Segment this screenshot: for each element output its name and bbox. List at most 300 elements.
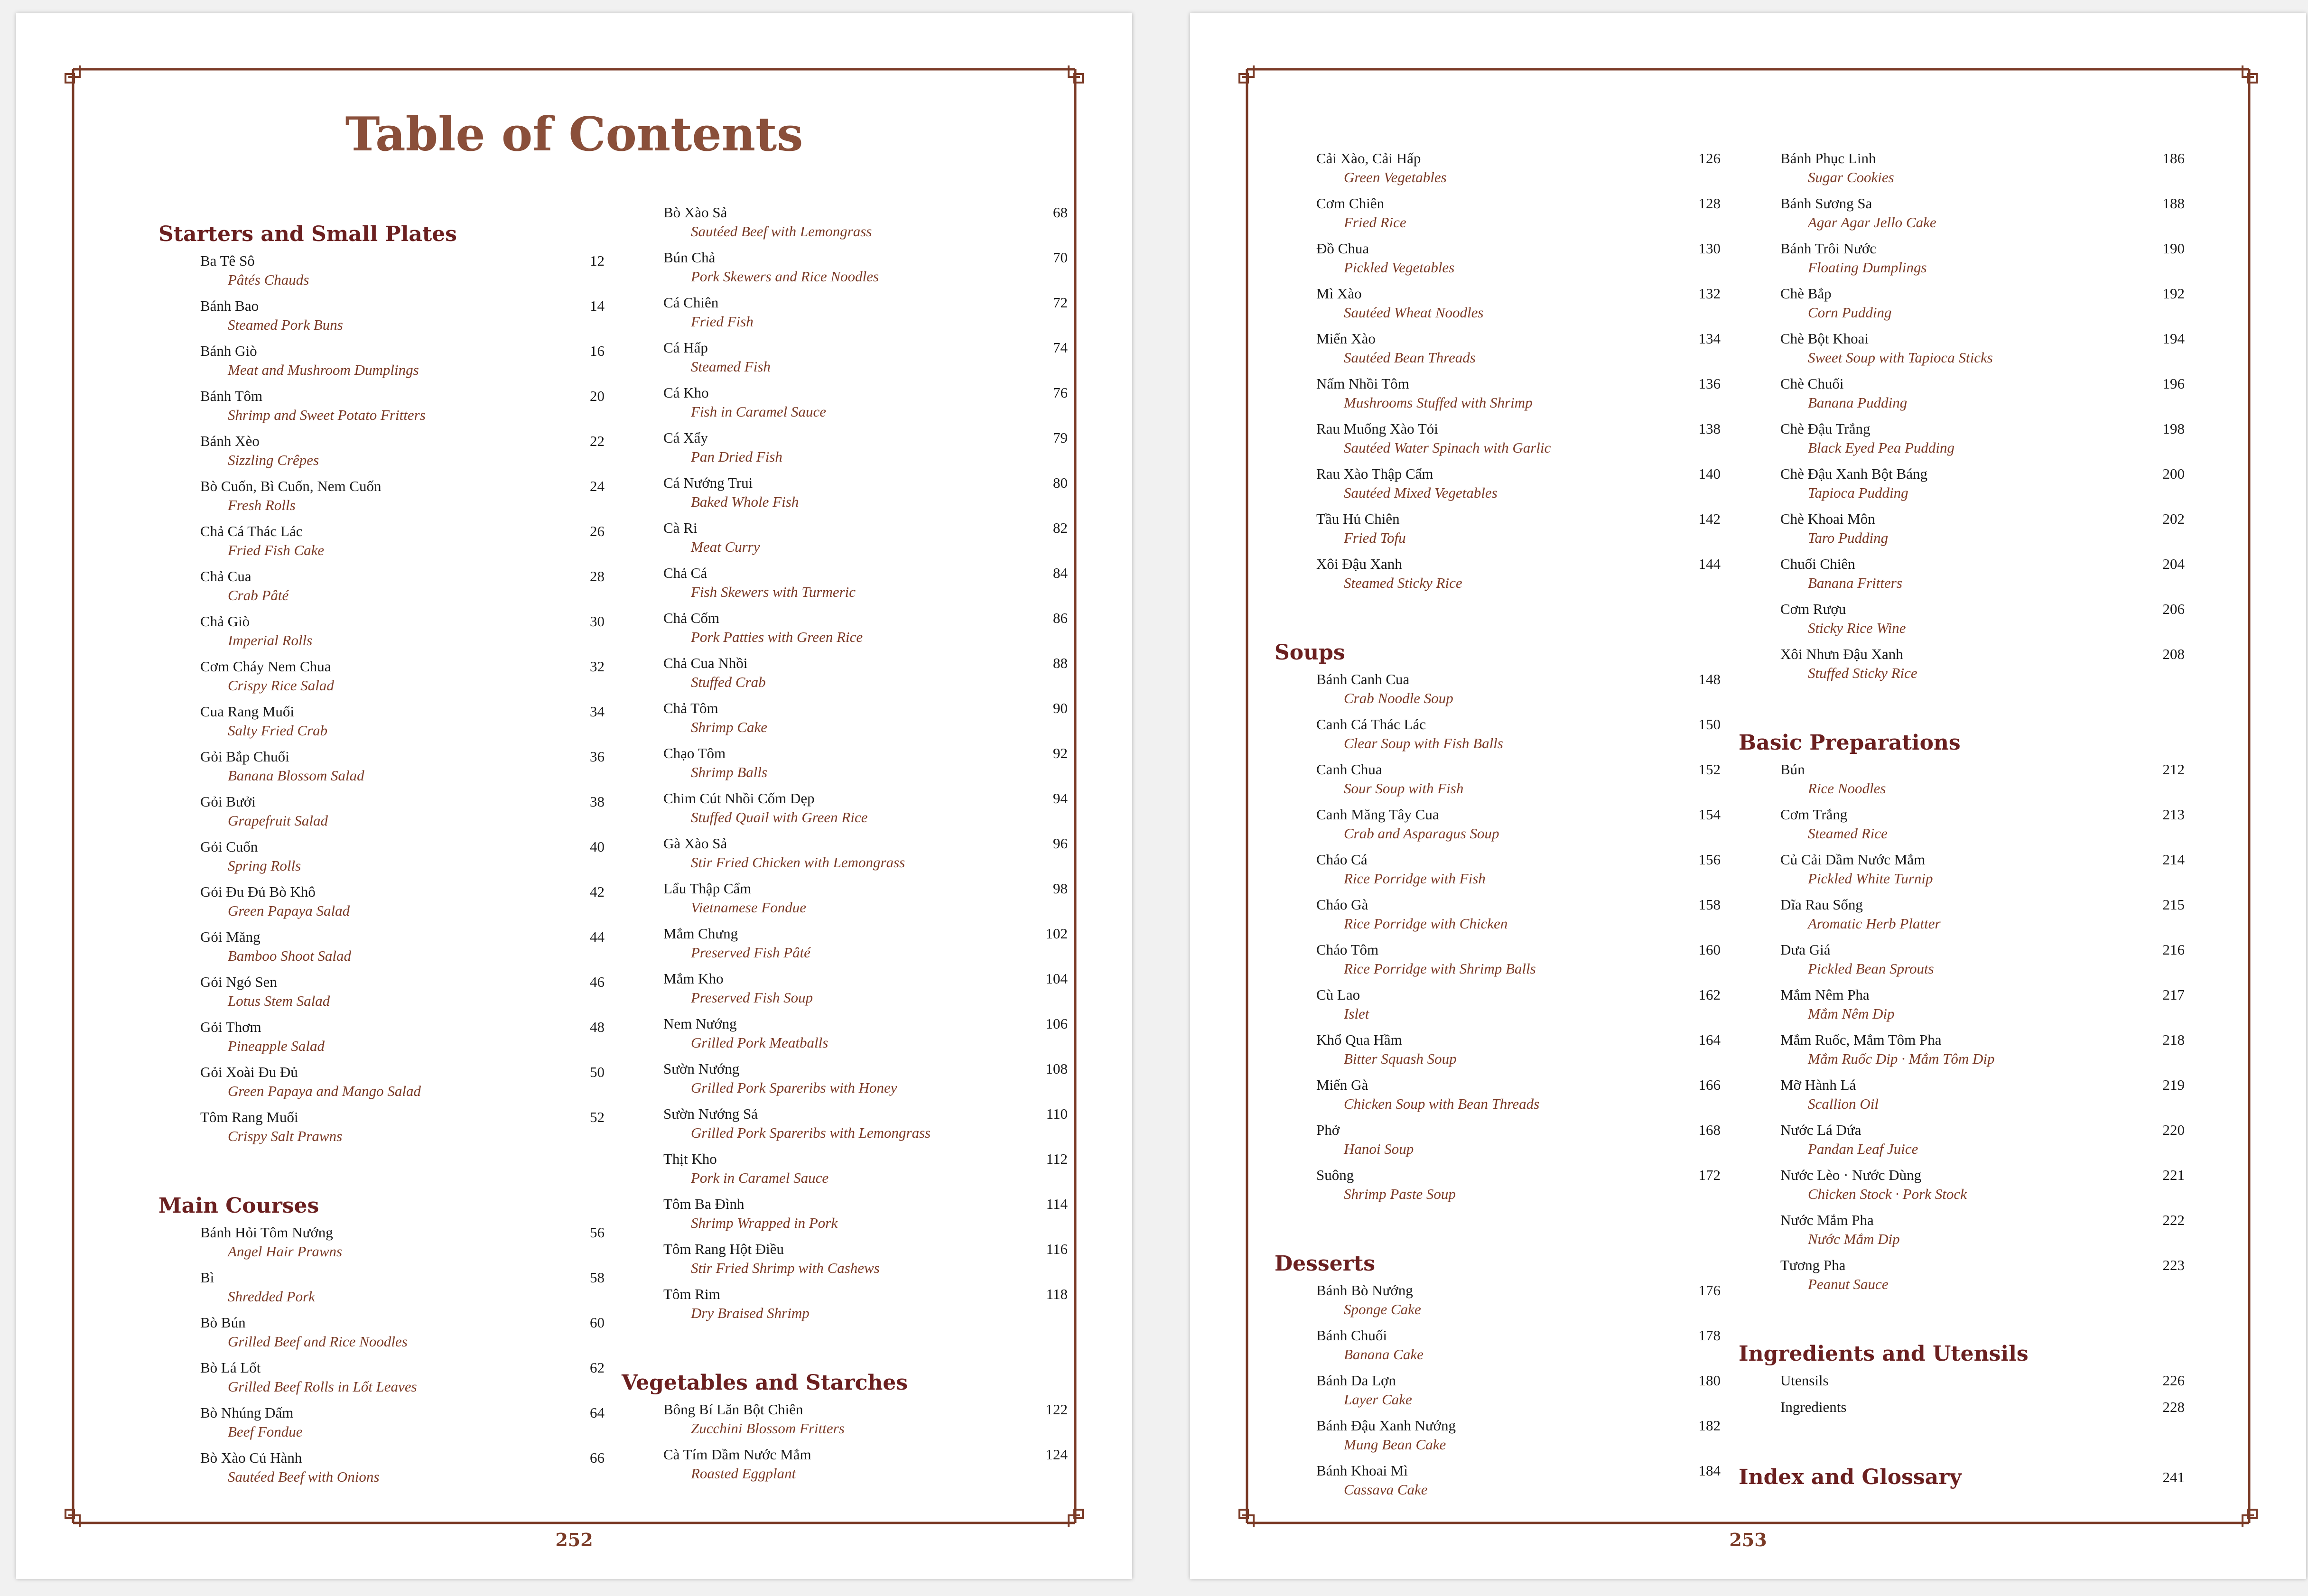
- toc-entry[interactable]: [1739, 284, 2185, 329]
- toc-entry[interactable]: [622, 1285, 1068, 1330]
- toc-entry[interactable]: [1275, 715, 1721, 760]
- entry-subtitle: Salty Fried Crab: [228, 722, 328, 739]
- entry-title: Ingredients: [1780, 1399, 1847, 1415]
- toc-entry[interactable]: [158, 432, 605, 477]
- toc-entry[interactable]: [622, 834, 1068, 879]
- entry-subtitle: Fresh Rolls: [228, 497, 296, 513]
- toc-entry[interactable]: [622, 428, 1068, 473]
- toc-entry[interactable]: [622, 969, 1068, 1014]
- toc-entry[interactable]: [158, 1358, 605, 1403]
- toc-entry[interactable]: [1739, 1076, 2185, 1121]
- entry-subtitle: Sautéed Beef with Onions: [228, 1468, 380, 1485]
- entry-subtitle: Sautéed Beef with Lemongrass: [691, 223, 872, 240]
- entry-title: Bì: [200, 1269, 214, 1286]
- entry-page-number: 50: [590, 1064, 605, 1080]
- toc-entry[interactable]: [1739, 555, 2185, 600]
- entry-subtitle: Lotus Stem Salad: [228, 993, 330, 1009]
- entry-title: Chả Cua Nhồi: [663, 655, 748, 671]
- section-heading: Index and Glossary 241: [1739, 1465, 2185, 1489]
- entry-title: Chả Cua: [200, 568, 251, 585]
- entry-subtitle: Bitter Squash Soup: [1344, 1050, 1457, 1067]
- entry-title: Sườn Nướng: [663, 1060, 740, 1077]
- page-number-right: 253: [1190, 1529, 2306, 1550]
- entry-title: Bò Nhúng Dấm: [200, 1404, 294, 1421]
- entry-subtitle: Grilled Pork Spareribs with Lemongrass: [691, 1124, 931, 1141]
- toc-entry[interactable]: [158, 747, 605, 792]
- toc-entry[interactable]: [158, 973, 605, 1018]
- entry-page-number: 134: [1698, 330, 1721, 347]
- entry-subtitle: Crab and Asparagus Soup: [1344, 825, 1499, 842]
- entry-title: Bông Bí Lăn Bột Chiên: [663, 1401, 803, 1418]
- entry-page-number: 206: [2162, 601, 2185, 617]
- entry-title: Gỏi Măng: [200, 928, 261, 945]
- entry-subtitle: Stuffed Crab: [691, 674, 766, 690]
- entry-title: Chim Cút Nhồi Cốm Dẹp: [663, 790, 815, 807]
- entry-title: Gà Xào Sả: [663, 835, 727, 852]
- entry-subtitle: Cassava Cake: [1344, 1481, 1428, 1498]
- toc-column-2: [622, 203, 1068, 1490]
- entry-page-number: 162: [1698, 986, 1721, 1003]
- entry-subtitle: Roasted Eggplant: [691, 1465, 796, 1482]
- entry-subtitle: Grilled Beef and Rice Noodles: [228, 1333, 408, 1350]
- toc-entry[interactable]: [1739, 194, 2185, 239]
- toc-entry[interactable]: [158, 1223, 605, 1268]
- entry-title: Chè Bột Khoai: [1780, 330, 1869, 347]
- entry-page-number: 126: [1698, 150, 1721, 167]
- entry-title: Cơm Chiên: [1316, 195, 1384, 212]
- entry-subtitle: Hanoi Soup: [1344, 1141, 1414, 1157]
- entry-subtitle: Pork Skewers and Rice Noodles: [691, 268, 879, 285]
- toc-entry[interactable]: [1739, 1398, 2185, 1424]
- entry-title: Dĩa Rau Sống: [1780, 896, 1863, 913]
- entry-page-number: 190: [2162, 240, 2185, 257]
- entry-title: Cháo Tôm: [1316, 941, 1379, 958]
- entry-page-number: 106: [1045, 1015, 1068, 1032]
- entry-page-number: 86: [1053, 610, 1068, 626]
- entry-title: Bánh Tôm: [200, 388, 263, 404]
- entry-page-number: 132: [1698, 285, 1721, 302]
- entry-subtitle: Grilled Beef Rolls in Lốt Leaves: [228, 1378, 417, 1395]
- toc-entry[interactable]: [622, 248, 1068, 293]
- entry-page-number: 136: [1698, 375, 1721, 392]
- entry-subtitle: Fried Fish Cake: [228, 542, 325, 558]
- toc-entry[interactable]: [158, 792, 605, 837]
- entry-page-number: 150: [1698, 716, 1721, 733]
- entry-page-number: 88: [1053, 655, 1068, 671]
- toc-entry[interactable]: [622, 789, 1068, 834]
- entry-subtitle: Crispy Salt Prawns: [228, 1128, 343, 1144]
- entry-title: Gỏi Ngó Sen: [200, 974, 277, 990]
- entry-title: Chả Cốm: [663, 610, 719, 626]
- toc-entry[interactable]: [158, 1108, 605, 1153]
- entry-title: Rau Xào Thập Cẩm: [1316, 465, 1433, 482]
- section-heading: Soups: [1275, 640, 1345, 665]
- toc-entry[interactable]: [1739, 645, 2185, 690]
- toc-entry[interactable]: [1275, 850, 1721, 895]
- entry-title: Ba Tê Sô: [200, 252, 255, 269]
- entry-page-number: 218: [2162, 1031, 2185, 1048]
- toc-entry[interactable]: [1739, 850, 2185, 895]
- toc-entry[interactable]: [158, 1313, 605, 1358]
- entry-title: Cháo Cá: [1316, 851, 1368, 868]
- toc-entry[interactable]: [622, 654, 1068, 699]
- toc-entry[interactable]: [622, 203, 1068, 248]
- toc-entry[interactable]: [622, 338, 1068, 383]
- entry-page-number: 228: [2162, 1399, 2185, 1415]
- toc-entry[interactable]: [622, 1150, 1068, 1195]
- entry-page-number: 24: [590, 478, 605, 494]
- entry-title: Bánh Xèo: [200, 433, 260, 449]
- toc-entry[interactable]: [1275, 1416, 1721, 1461]
- entry-title: Mắm Ruốc, Mắm Tôm Pha: [1780, 1031, 1942, 1048]
- entry-subtitle: Shrimp Cake: [691, 719, 768, 735]
- toc-entry[interactable]: [1739, 940, 2185, 985]
- entry-title: Canh Cá Thác Lác: [1316, 716, 1426, 733]
- toc-entry[interactable]: [1739, 760, 2185, 805]
- entry-title: Củ Cải Dầm Nước Mắm: [1780, 851, 1926, 868]
- toc-entry[interactable]: [1275, 284, 1721, 329]
- entry-page-number: 192: [2162, 285, 2185, 302]
- toc-column-3: [1275, 149, 1721, 1506]
- toc-entry[interactable]: [1739, 1256, 2185, 1301]
- toc-entry[interactable]: [1275, 239, 1721, 284]
- entry-page-number: 223: [2162, 1257, 2185, 1273]
- entry-page-number: 26: [590, 523, 605, 539]
- entry-title: Miến Xào: [1316, 330, 1376, 347]
- toc-entry[interactable]: [1275, 374, 1721, 419]
- entry-subtitle: Sizzling Crêpes: [228, 452, 319, 468]
- entry-subtitle: Stuffed Quail with Green Rice: [691, 809, 868, 826]
- entry-subtitle: Pandan Leaf Juice: [1808, 1141, 1918, 1157]
- entry-page-number: 14: [590, 297, 605, 314]
- toc-entry[interactable]: [158, 1448, 605, 1494]
- entry-title: Canh Măng Tây Cua: [1316, 806, 1439, 823]
- toc-entry[interactable]: [158, 1018, 605, 1063]
- toc-entry[interactable]: [1739, 985, 2185, 1030]
- entry-subtitle: Pork in Caramel Sauce: [691, 1169, 829, 1186]
- section-heading: Desserts: [1275, 1252, 1375, 1276]
- toc-entry[interactable]: [1275, 329, 1721, 374]
- entry-subtitle: Green Vegetables: [1344, 169, 1447, 186]
- toc-entry[interactable]: [158, 837, 605, 882]
- entry-title: Mắm Chưng: [663, 925, 738, 942]
- toc-entry[interactable]: [1275, 1461, 1721, 1506]
- entry-page-number: 138: [1698, 420, 1721, 437]
- toc-entry[interactable]: [622, 744, 1068, 789]
- entry-subtitle: Banana Pudding: [1808, 394, 1908, 411]
- section-spacer: [1739, 690, 2185, 726]
- entry-subtitle: Fish Skewers with Turmeric: [691, 584, 856, 600]
- entry-title: Chả Cá: [663, 565, 707, 581]
- entry-subtitle: Pan Dried Fish: [691, 448, 782, 465]
- entry-page-number: 92: [1053, 745, 1068, 761]
- entry-page-number: 226: [2162, 1372, 2185, 1389]
- entry-title: Cá Nướng Trui: [663, 474, 753, 491]
- entry-subtitle: Crab Noodle Soup: [1344, 690, 1453, 706]
- entry-page-number: 215: [2162, 896, 2185, 913]
- toc-entry[interactable]: [622, 1014, 1068, 1059]
- entry-page-number: 74: [1053, 339, 1068, 356]
- entry-page-number: 80: [1053, 474, 1068, 491]
- toc-entry[interactable]: [1275, 510, 1721, 555]
- entry-page-number: 104: [1045, 970, 1068, 987]
- toc-entry[interactable]: [158, 882, 605, 928]
- entry-subtitle: Fish in Caramel Sauce: [691, 403, 826, 420]
- entry-title: Tương Pha: [1780, 1257, 1846, 1273]
- entry-title: Cải Xào, Cải Hấp: [1316, 150, 1421, 167]
- toc-entry[interactable]: [1739, 464, 2185, 510]
- entry-page-number: 158: [1698, 896, 1721, 913]
- toc-entry[interactable]: [622, 473, 1068, 519]
- toc-entry[interactable]: [1275, 985, 1721, 1030]
- toc-entry[interactable]: [1739, 419, 2185, 464]
- toc-entry[interactable]: [1275, 464, 1721, 510]
- entry-page-number: 168: [1698, 1122, 1721, 1138]
- entry-page-number: 66: [590, 1449, 605, 1466]
- entry-title: Gỏi Thơm: [200, 1019, 261, 1035]
- section-heading: Ingredients and Utensils: [1739, 1342, 2029, 1366]
- entry-title: Chè Chuối: [1780, 375, 1844, 392]
- entry-title: Bún: [1780, 761, 1805, 778]
- entry-title: Bò Lá Lốt: [200, 1359, 261, 1376]
- entry-page-number: 156: [1698, 851, 1721, 868]
- entry-subtitle: Layer Cake: [1344, 1391, 1412, 1408]
- toc-entry[interactable]: [1275, 670, 1721, 715]
- entry-title: Bò Xào Sả: [663, 204, 727, 221]
- toc-entry[interactable]: [1275, 555, 1721, 600]
- toc-entry[interactable]: [1275, 419, 1721, 464]
- toc-entry[interactable]: [1275, 1121, 1721, 1166]
- entry-page-number: 152: [1698, 761, 1721, 778]
- toc-entry[interactable]: [158, 1063, 605, 1108]
- entry-subtitle: Chicken Stock · Pork Stock: [1808, 1186, 1967, 1202]
- toc-entry[interactable]: [158, 387, 605, 432]
- section-heading: Starters and Small Plates: [158, 222, 457, 246]
- entry-subtitle: Sautéed Mixed Vegetables: [1344, 484, 1498, 501]
- entry-subtitle: Stir Fried Shrimp with Cashews: [691, 1260, 880, 1276]
- entry-title: Rau Muống Xào Tỏi: [1316, 420, 1438, 437]
- entry-title: Mắm Nêm Pha: [1780, 986, 1870, 1003]
- entry-title: Bánh Sương Sa: [1780, 195, 1872, 212]
- toc-entry[interactable]: [622, 293, 1068, 338]
- toc-entry[interactable]: [622, 609, 1068, 654]
- entry-page-number: 186: [2162, 150, 2185, 167]
- entry-page-number: 112: [1046, 1151, 1068, 1167]
- entry-subtitle: Pickled White Turnip: [1808, 870, 1933, 887]
- entry-title: Cơm Cháy Nem Chua: [200, 658, 331, 675]
- toc-entry[interactable]: [1275, 895, 1721, 940]
- entry-title: Bánh Bò Nướng: [1316, 1282, 1413, 1299]
- entry-title: Xôi Nhưn Đậu Xanh: [1780, 646, 1903, 662]
- toc-entry[interactable]: [1275, 1371, 1721, 1416]
- toc-entry[interactable]: [622, 1059, 1068, 1104]
- entry-title: Cơm Trắng: [1780, 806, 1848, 823]
- toc-entry[interactable]: [622, 1195, 1068, 1240]
- entry-subtitle: Fried Fish: [691, 313, 754, 330]
- entry-subtitle: Sour Soup with Fish: [1344, 780, 1464, 797]
- toc-entry[interactable]: [1739, 1121, 2185, 1166]
- toc-entry[interactable]: [1739, 600, 2185, 645]
- entry-page-number: 58: [590, 1269, 605, 1286]
- entry-page-number: 48: [590, 1019, 605, 1035]
- entry-subtitle: Rice Porridge with Fish: [1344, 870, 1486, 887]
- toc-entry[interactable]: [1275, 760, 1721, 805]
- entry-subtitle: Rice Porridge with Shrimp Balls: [1344, 960, 1536, 977]
- toc-entry[interactable]: [1739, 510, 2185, 555]
- entry-title: Phở: [1316, 1122, 1340, 1138]
- toc-entry[interactable]: [1739, 149, 2185, 194]
- entry-title: Bánh Chuối: [1316, 1327, 1387, 1344]
- entry-title: Gỏi Bưởi: [200, 793, 256, 810]
- toc-entry[interactable]: [1739, 1371, 2185, 1398]
- right-page: [1190, 13, 2306, 1579]
- entry-subtitle: Sponge Cake: [1344, 1301, 1421, 1318]
- entry-page-number: 98: [1053, 880, 1068, 897]
- page-title: Table of Contents: [345, 107, 803, 162]
- entry-title: Bánh Canh Cua: [1316, 671, 1410, 687]
- entry-title: Bánh Đậu Xanh Nướng: [1316, 1417, 1456, 1434]
- entry-subtitle: Tapioca Pudding: [1808, 484, 1908, 501]
- toc-entry[interactable]: [158, 928, 605, 973]
- toc-entry[interactable]: [1739, 1166, 2185, 1211]
- toc-entry[interactable]: [1739, 895, 2185, 940]
- entry-title: Cá Kho: [663, 384, 709, 401]
- entry-title: Bánh Phục Linh: [1780, 150, 1876, 167]
- entry-page-number: 154: [1698, 806, 1721, 823]
- entry-title: Tôm Rim: [663, 1286, 720, 1302]
- entry-title: Gỏi Bắp Chuối: [200, 748, 289, 765]
- toc-entry[interactable]: [1739, 239, 2185, 284]
- entry-page-number: 94: [1053, 790, 1068, 807]
- toc-entry[interactable]: [622, 1400, 1068, 1445]
- toc-entry[interactable]: [1275, 940, 1721, 985]
- entry-page-number: 16: [590, 343, 605, 359]
- section-heading: Basic Preparations: [1739, 731, 1961, 755]
- toc-entry[interactable]: [1275, 1076, 1721, 1121]
- entry-title: Bò Cuốn, Bì Cuốn, Nem Cuốn: [200, 478, 382, 494]
- entry-subtitle: Baked Whole Fish: [691, 493, 799, 510]
- toc-entry[interactable]: [158, 612, 605, 657]
- entry-page-number: 82: [1053, 520, 1068, 536]
- entry-page-number: 114: [1046, 1196, 1068, 1212]
- toc-entry[interactable]: [158, 657, 605, 702]
- entry-page-number: 180: [1698, 1372, 1721, 1389]
- entry-title: Sườn Nướng Sả: [663, 1105, 758, 1122]
- entry-subtitle: Shrimp Balls: [691, 764, 768, 780]
- toc-entry[interactable]: [1739, 329, 2185, 374]
- left-page: [16, 13, 1132, 1579]
- entry-subtitle: Angel Hair Prawns: [228, 1243, 343, 1260]
- entry-subtitle: Stuffed Sticky Rice: [1808, 665, 1917, 681]
- entry-title: Gỏi Xoài Đu Đủ: [200, 1064, 298, 1080]
- entry-title: Tôm Ba Đình: [663, 1196, 745, 1212]
- entry-subtitle: Bamboo Shoot Salad: [228, 947, 352, 964]
- entry-page-number: 96: [1053, 835, 1068, 852]
- toc-entry[interactable]: [622, 519, 1068, 564]
- toc-entry[interactable]: [622, 383, 1068, 428]
- toc-entry[interactable]: [158, 702, 605, 747]
- entry-page-number: 76: [1053, 384, 1068, 401]
- toc-entry[interactable]: [622, 924, 1068, 969]
- entry-subtitle: Floating Dumplings: [1808, 259, 1927, 276]
- entry-subtitle: Fried Rice: [1344, 214, 1406, 231]
- toc-entry[interactable]: [622, 564, 1068, 609]
- toc-entry[interactable]: [1275, 149, 1721, 194]
- toc-entry[interactable]: [158, 251, 605, 297]
- entry-page-number: 12: [590, 252, 605, 269]
- entry-title: Miến Gà: [1316, 1076, 1368, 1093]
- toc-entry[interactable]: [158, 522, 605, 567]
- section-spacer: [1275, 1211, 1721, 1247]
- entry-subtitle: Chicken Soup with Bean Threads: [1344, 1095, 1540, 1112]
- toc-entry[interactable]: [158, 567, 605, 612]
- entry-title: Bánh Bao: [200, 297, 259, 314]
- entry-page-number: 166: [1698, 1076, 1721, 1093]
- entry-subtitle: Pineapple Salad: [228, 1038, 325, 1054]
- entry-page-number: 144: [1698, 556, 1721, 572]
- entry-title: Chả Cá Thác Lác: [200, 523, 303, 539]
- toc-entry[interactable]: [622, 1240, 1068, 1285]
- entry-page-number: 198: [2162, 420, 2185, 437]
- toc-entry[interactable]: [158, 342, 605, 387]
- entry-page-number: 40: [590, 838, 605, 855]
- toc-entry[interactable]: [1739, 1030, 2185, 1076]
- toc-entry[interactable]: [622, 879, 1068, 924]
- toc-entry[interactable]: [622, 699, 1068, 744]
- entry-page-number: 44: [590, 928, 605, 945]
- toc-entry[interactable]: [1275, 1281, 1721, 1326]
- entry-subtitle: Sautéed Wheat Noodles: [1344, 304, 1484, 321]
- entry-subtitle: Banana Blossom Salad: [228, 767, 364, 784]
- entry-page-number: 172: [1698, 1167, 1721, 1183]
- entry-subtitle: Grilled Pork Spareribs with Honey: [691, 1079, 897, 1096]
- toc-entry[interactable]: [1739, 1211, 2185, 1256]
- toc-entry[interactable]: [1275, 1166, 1721, 1211]
- toc-entry[interactable]: [1739, 374, 2185, 419]
- entry-title: Tôm Rang Hột Điều: [663, 1241, 784, 1257]
- toc-entry[interactable]: [158, 477, 605, 522]
- entry-page-number: 108: [1045, 1060, 1068, 1077]
- toc-entry[interactable]: [622, 1445, 1068, 1490]
- entry-subtitle: Crab Pâté: [228, 587, 289, 603]
- entry-title: Utensils: [1780, 1372, 1829, 1389]
- toc-entry[interactable]: [1275, 1326, 1721, 1371]
- toc-entry[interactable]: [1275, 1030, 1721, 1076]
- entry-subtitle: Islet: [1344, 1005, 1369, 1022]
- entry-page-number: 212: [2162, 761, 2185, 778]
- toc-entry[interactable]: [158, 297, 605, 342]
- toc-entry[interactable]: [622, 1104, 1068, 1150]
- toc-entry[interactable]: [1739, 805, 2185, 850]
- entry-title: Nấm Nhồi Tôm: [1316, 375, 1409, 392]
- toc-entry[interactable]: [1275, 805, 1721, 850]
- entry-title: Cá Chiên: [663, 294, 719, 311]
- toc-entry[interactable]: [158, 1403, 605, 1448]
- entry-page-number: 90: [1053, 700, 1068, 716]
- entry-title: Cua Rang Muối: [200, 703, 295, 720]
- entry-page-number: 28: [590, 568, 605, 585]
- entry-page-number: 56: [590, 1224, 605, 1241]
- entry-title: Chạo Tôm: [663, 745, 726, 761]
- entry-subtitle: Sautéed Bean Threads: [1344, 349, 1476, 366]
- section-spacer: [1739, 1424, 2185, 1460]
- toc-column-4: [1739, 149, 2185, 1494]
- entry-subtitle: Clear Soup with Fish Balls: [1344, 735, 1503, 752]
- entry-subtitle: Sugar Cookies: [1808, 169, 1894, 186]
- toc-entry[interactable]: [158, 1268, 605, 1313]
- toc-entry[interactable]: [1275, 194, 1721, 239]
- entry-page-number: 142: [1698, 510, 1721, 527]
